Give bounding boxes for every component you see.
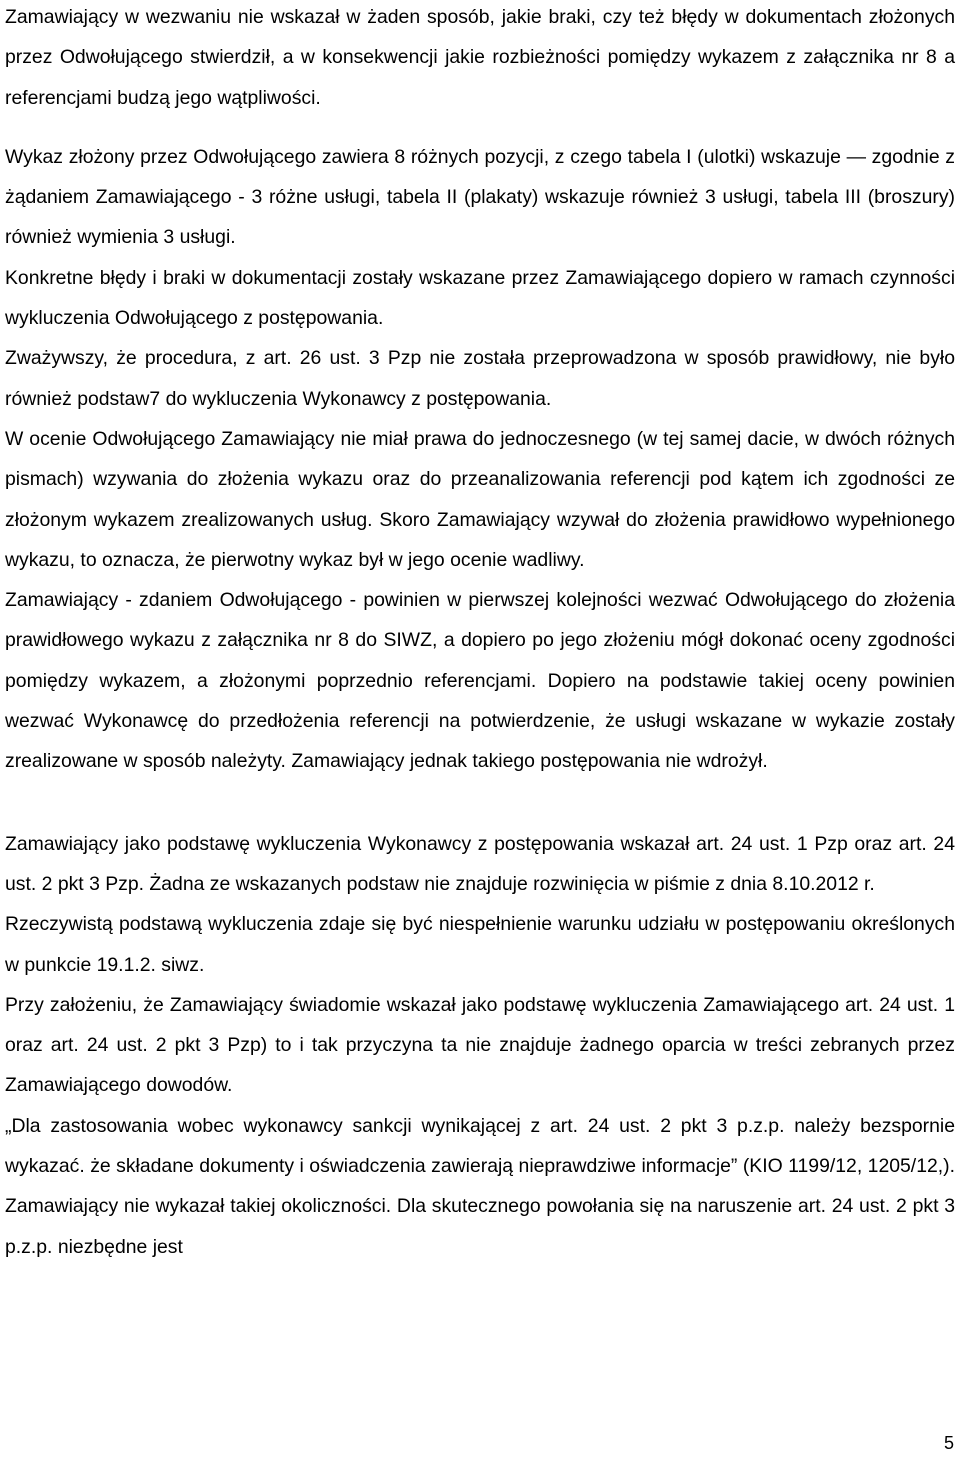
paragraph-rzeczywista-podstawa: Rzeczywistą podstawą wykluczenia zdaje się być niespełnienie warunku udziału w postępowaniu określonych w punkcie 19.1.2. siwz. bbox=[5, 913, 955, 976]
paragraph-zwazywszy: Zważywszy, że procedura, z art. 26 ust. 3 Pzp nie została przeprowadzona w sposób prawidłowy, nie było również podstaw7 do wykluczenia Wykonawcy z postępowania. bbox=[5, 347, 955, 410]
document-page bbox=[5, 0, 955, 1267]
paragraph-cytat-kio: „Dla zastosowania wobec wykonawcy sankcji wynikającej z art. 24 ust. 2 pkt 3 p.z.p. należy bezspornie wykazać. że składane dokumenty i oświadczenia zawierają nieprawdziwe informacje” (KIO 1199/12, 1205/12,). Zamawiający nie wykazał takiej okoliczności. Dla skutecznego powołania się na naruszenie art. 24 ust. 2 pkt 3 p.z.p. niezbędne jest bbox=[5, 1114, 955, 1258]
paragraph-w-ocenie: W ocenie Odwołującego Zamawiający nie miał prawa do jednoczesnego (w tej samej dacie, w dwóch różnych pismach) wzywania do złożenia wykazu oraz do przeanalizowania referencji pod kątem ich zgodności ze złożonym wykazem zrealizowanych usług. Skoro Zamawiający wzywał do złożenia prawidłowo wypełnionego wykazu, to oznacza, że pierwotny wykaz był w jego ocenie wadliwy. bbox=[5, 427, 955, 571]
page-number: 5 bbox=[943, 1433, 954, 1453]
paragraph-zdaniem-odwolujacego: Zamawiający - zdaniem Odwołującego - powinien w pierwszej kolejności wezwać Odwołującego do złożenia prawidłowego wykazu z załącznika nr 8 do SIWZ, a dopiero po jego złożeniu mógł dokonać oceny zgodności pomiędzy wykazem, a złożonymi poprzednio referencjami. Dopiero na podstawie takiej oceny powinien wezwać Wykonawcę do przedłożenia referencji na potwierdzenie, że usługi wskazane w wykazie zostały zrealizowane w sposób należyty. Zamawiający jednak takiego postępowania nie wdrożył. bbox=[5, 589, 955, 773]
paragraph-przy-zalozeniu: Przy założeniu, że Zamawiający świadomie wskazał jako podstawę wykluczenia Zamawiającego art. 24 ust. 1 oraz art. 24 ust. 2 pkt 3 Pzp) to i tak przyczyna ta nie znajduje żadnego oparcia w treści zebranych przez Zamawiającego dowodów. bbox=[5, 993, 955, 1097]
paragraph-podstawa-wykluczenia: Zamawiający jako podstawę wykluczenia Wykonawcy z postępowania wskazał art. 24 ust. 1 Pzp oraz art. 24 ust. 2 pkt 3 Pzp. Żadna ze wskazanych podstaw nie znajduje rozwinięcia w piśmie z dnia 8.10.2012 r. bbox=[5, 832, 955, 895]
paragraph-wykaz-pozycje: Wykaz złożony przez Odwołującego zawiera 8 różnych pozycji, z czego tabela I (ulotki) wskazuje — zgodnie z żądaniem Zamawiającego - 3 różne usługi, tabela II (plakaty) wskazuje również 3 usługi, tabela III (broszury) również wymienia 3 usługi. bbox=[5, 145, 955, 249]
paragraph-konkretne-bledy: Konkretne błędy i braki w dokumentacji zostały wskazane przez Zamawiającego dopiero w ramach czynności wykluczenia Odwołującego z postępowania. bbox=[5, 266, 955, 330]
paragraph-wezwanie: Zamawiający w wezwaniu nie wskazał w żaden sposób, jakie braki, czy też błędy w dokumentach złożonych przez Odwołującego stwierdził, a w konsekwencji jakie rozbieżności pomiędzy wykazem z załącznika nr 8 a referencjami budzą jego wątpliwości. bbox=[5, 6, 955, 109]
